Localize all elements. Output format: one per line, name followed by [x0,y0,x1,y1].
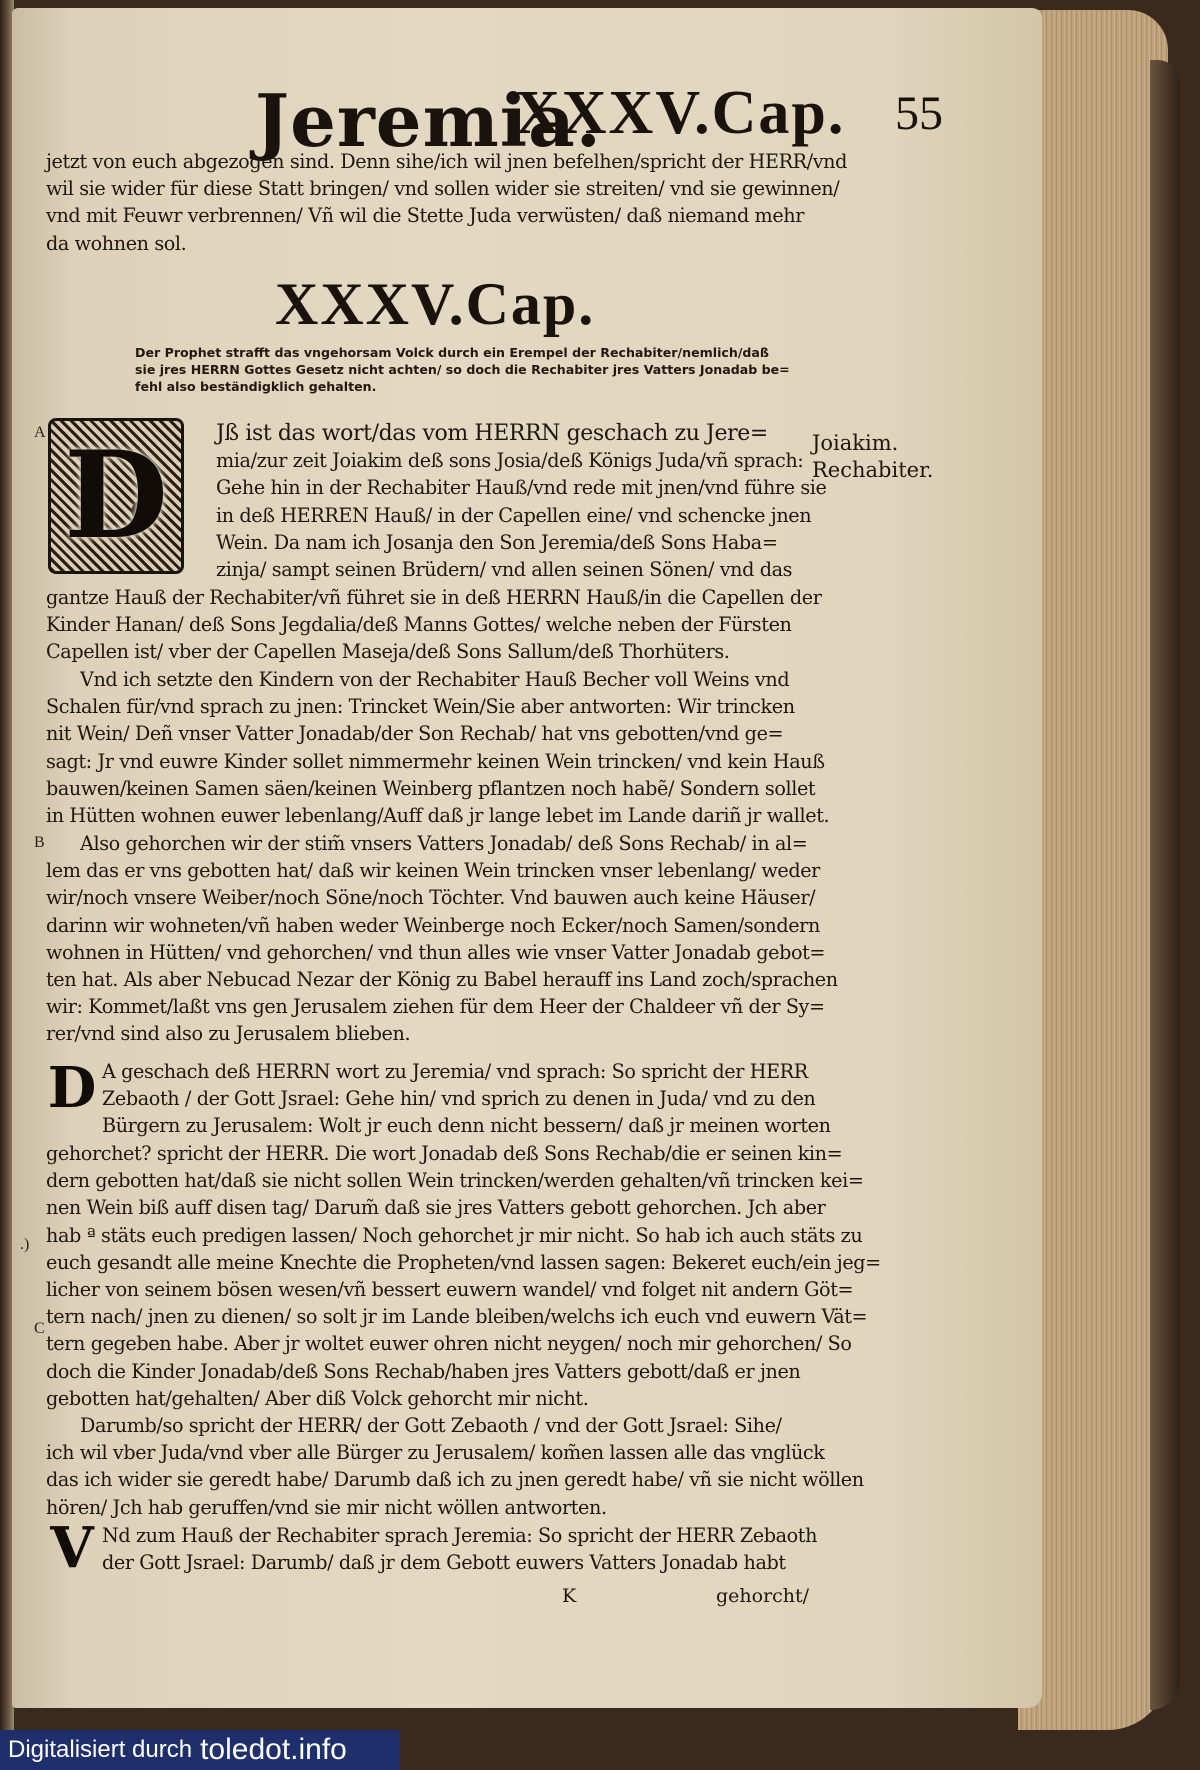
dropcap-paragraph [46,420,836,583]
summary-line: Der Prophet strafft das vngehorsam Volck durch ein Erempel der Rechabiter/nemlich/daß [135,345,769,360]
initial-letter-3: V [50,1515,94,1581]
text-line: Nd zum Hauß der Rechabiter sprach Jeremia: So spricht der HERR Zebaoth [102,1524,818,1547]
text-line: ten hat. Als aber Nebucad Nezar der König zu Babel herauff ins Land zoch/sprachen [46,967,838,991]
page-number: 55 [895,87,943,140]
side-notes [812,430,933,484]
body-paragraph-4 [46,1140,881,1412]
running-title: Jeremia. [255,78,602,163]
text-line: wohnen in Hütten/ vnd gehorchen/ vnd thun alles wie vnser Vatter Jonadab gebot= [46,940,826,964]
text-line: wir: Kommet/laßt vns gen Jerusalem ziehen für dem Heer der Chaldeer vñ der Sy= [46,995,825,1019]
margin-paren: .) [20,1236,30,1253]
text-line: dern gebotten hat/daß sie nicht sollen Wein trincken/werden gehalten/vñ trincken kei= [46,1169,864,1193]
intro-paragraph [46,148,848,257]
digitization-banner [0,1730,400,1770]
text-line: in deß HERREN Hauß/ in der Capellen eine/ vnd schencke jnen [216,503,812,527]
text-line: gantze Hauß der Rechabiter/vñ führet sie in deß HERRN Hauß/in die Capellen der [46,586,822,609]
text-line: in Hütten wohnen euwer lebenlang/Auff daß jr lange lebet im Lande dariñ jr wallet. [46,803,830,827]
margin-letter-c: C [34,1320,45,1337]
text-line: der Gott Jsrael: Darumb/ daß jr dem Gebott euwers Vatters Jonadab habt [102,1551,786,1575]
text-line: wil sie wider für diese Statt bringen/ vnd sollen wider sie streiten/ vnd sie gewinnen/ [46,177,840,201]
text-line: doch die Kinder Jonadab/deß Sons Rechab/haben jres Vatters gebott/daß er jnen [46,1359,801,1383]
text-line: darinn wir wohneten/vñ haben weder Weinberge noch Ecker/noch Samen/sondern [46,913,820,937]
text-line: mia/zur zeit Joiakim deß sons Josia/deß Königs Juda/vñ sprach: [216,449,804,473]
text-line: hören/ Jch hab geruffen/vnd sie mir nicht wöllen antworten. [46,1495,607,1519]
text-line: Capellen ist/ vber der Capellen Maseja/deß Sons Sallum/deß Thorhüters. [46,640,730,664]
text-line: zinja/ sampt seinen Brüdern/ vnd allen seinen Sönen/ vnd das [216,557,793,581]
banner-prefix: Digitalisiert durch [8,1736,193,1763]
body-paragraph-2 [46,666,830,829]
summary-line: sie jres HERRN Gottes Gesetz nicht achten/ so doch die Rechabiter jres Vatters Jonadab be= [135,362,790,377]
side-note: Rechabiter. [812,458,934,482]
text-line: A geschach deß HERRN wort zu Jeremia/ vnd sprach: So spricht der HERR [102,1060,808,1083]
dropcap-paragraph-2 [46,1055,831,1140]
text-line: gebotten hat/gehalten/ Aber diß Volck gehorcht mir nicht. [46,1386,589,1410]
text-line: Vnd ich setzte den Kindern von der Rechabiter Hauß Becher voll Weins vnd [80,668,790,691]
text-line: Darumb/so spricht der HERR/ der Gott Zebaoth / vnd der Gott Jsrael: Sihe/ [80,1414,782,1437]
initial-letter-2: D [47,1055,97,1121]
catchword: gehorcht/ [716,1585,810,1607]
text-line: tern gegeben habe. Aber jr woltet euwer ohren nicht neygen/ noch mir gehorchen/ So [46,1332,852,1356]
side-note: Joiakim. [812,431,899,455]
dropcap-paragraph-3 [46,1515,818,1581]
summary-line: fehl also beständigklich gehalten. [135,379,377,394]
body-paragraph-3 [46,830,838,1048]
margin-letter-a: A [34,424,46,441]
text-line: Gehe hin in der Rechabiter Hauß/vnd rede mit jnen/vnd führe sie [216,476,827,500]
chapter-summary [135,344,790,395]
text-line: das ich wider sie geredt habe/ Darumb daß ich zu jnen geredt habe/ vñ sie nicht wöllen [46,1468,864,1492]
text-line: hab ª stäts euch predigen lassen/ Noch gehorchet jr mir nicht. So hab ich auch stäts zu [46,1223,863,1247]
text-line: licher von seinem bösen wesen/vñ bessert euwern wandel/ vnd folget nit andern Göt= [46,1277,854,1301]
chapter-heading: XXXV.Cap. [275,271,596,337]
initial-letter: D [63,425,169,566]
text-line: Wein. Da nam ich Josanja den Son Jeremia/deß Sons Haba= [216,530,778,554]
banner-site[interactable]: toledot.info [200,1733,347,1766]
text-line: Zebaoth / der Gott Jsrael: Gehe hin/ vnd sprich zu denen in Juda/ vnd zu den [102,1087,816,1111]
body-paragraph-5 [46,1412,864,1521]
text-line: nit Wein/ Deñ vnser Vatter Jonadab/der Son Rechab/ hat vns gebotten/vnd ge= [46,722,784,746]
text-line: bauwen/keinen Samen säen/keinen Weinberg pflantzen noch habẽ/ Sondern sollet [46,776,816,800]
text-line: gehorchet? spricht der HERR. Die wort Jonadab deß Sons Rechab/die er seinen kin= [46,1142,843,1165]
text-line: wir/noch vnsere Weiber/noch Söne/noch Töchter. Vnd bauwen auch keine Häuser/ [46,886,816,910]
text-line: sagt: Jr vnd euwre Kinder sollet nimmermehr keinen Wein trincken/ vnd kein Hauß [46,749,825,773]
text-line: da wohnen sol. [46,231,187,255]
book-cover-edge [1150,60,1180,1710]
text-line: ich wil vber Juda/vnd vber alle Bürger zu Jerusalem/ kom̃en lassen alle das vnglück [46,1441,825,1465]
text-line: Also gehorchen wir der stim̃ vnsers Vatters Jonadab/ deß Sons Rechab/ in al= [80,832,808,855]
text-line: nen Wein biß auff disen tag/ Darum̃ daß sie jres Vatters gebott gehorchen. Jch aber [46,1196,826,1220]
text-line: Schalen für/vnd sprach zu jnen: Trincket Wein/Sie aber antworten: Wir trincken [46,695,795,719]
text-line: tern nach/ jnen zu dienen/ so solt jr im Lande bleiben/welchs ich euch vnd euwern Vät= [46,1305,868,1329]
body-paragraph-1 [46,584,822,666]
text-line: jetzt von euch abgezogen sind. Denn sihe/ich wil jnen befelhen/spricht der HERR/vnd [46,150,848,173]
text-line: Kinder Hanan/ deß Sons Jegdalia/deß Manns Gottes/ welche neben der Fürsten [46,613,792,637]
margin-letter-b: B [34,834,45,851]
text-line: rer/vnd sind also zu Jerusalem blieben. [46,1022,411,1046]
text-line: Bürgern zu Jerusalem: Wolt jr euch denn nicht bessern/ daß jr meinen worten [102,1114,831,1138]
text-line: lem das er vns gebotten hat/ daß wir keinen Wein trincken vnser lebenlang/ weder [46,859,820,883]
text-line: Jß ist das wort/das vom HERRN geschach zu Jere= [216,421,768,446]
signature-mark: K [562,1585,577,1607]
running-chapter: XXXV.Cap. [515,79,846,147]
text-line: vnd mit Feuwr verbrennen/ Vñ wil die Stette Juda verwüsten/ daß niemand mehr [46,204,805,228]
text-line: euch gesandt alle meine Knechte die Propheten/vnd lassen sagen: Bekeret euch/ein jeg= [46,1250,881,1274]
